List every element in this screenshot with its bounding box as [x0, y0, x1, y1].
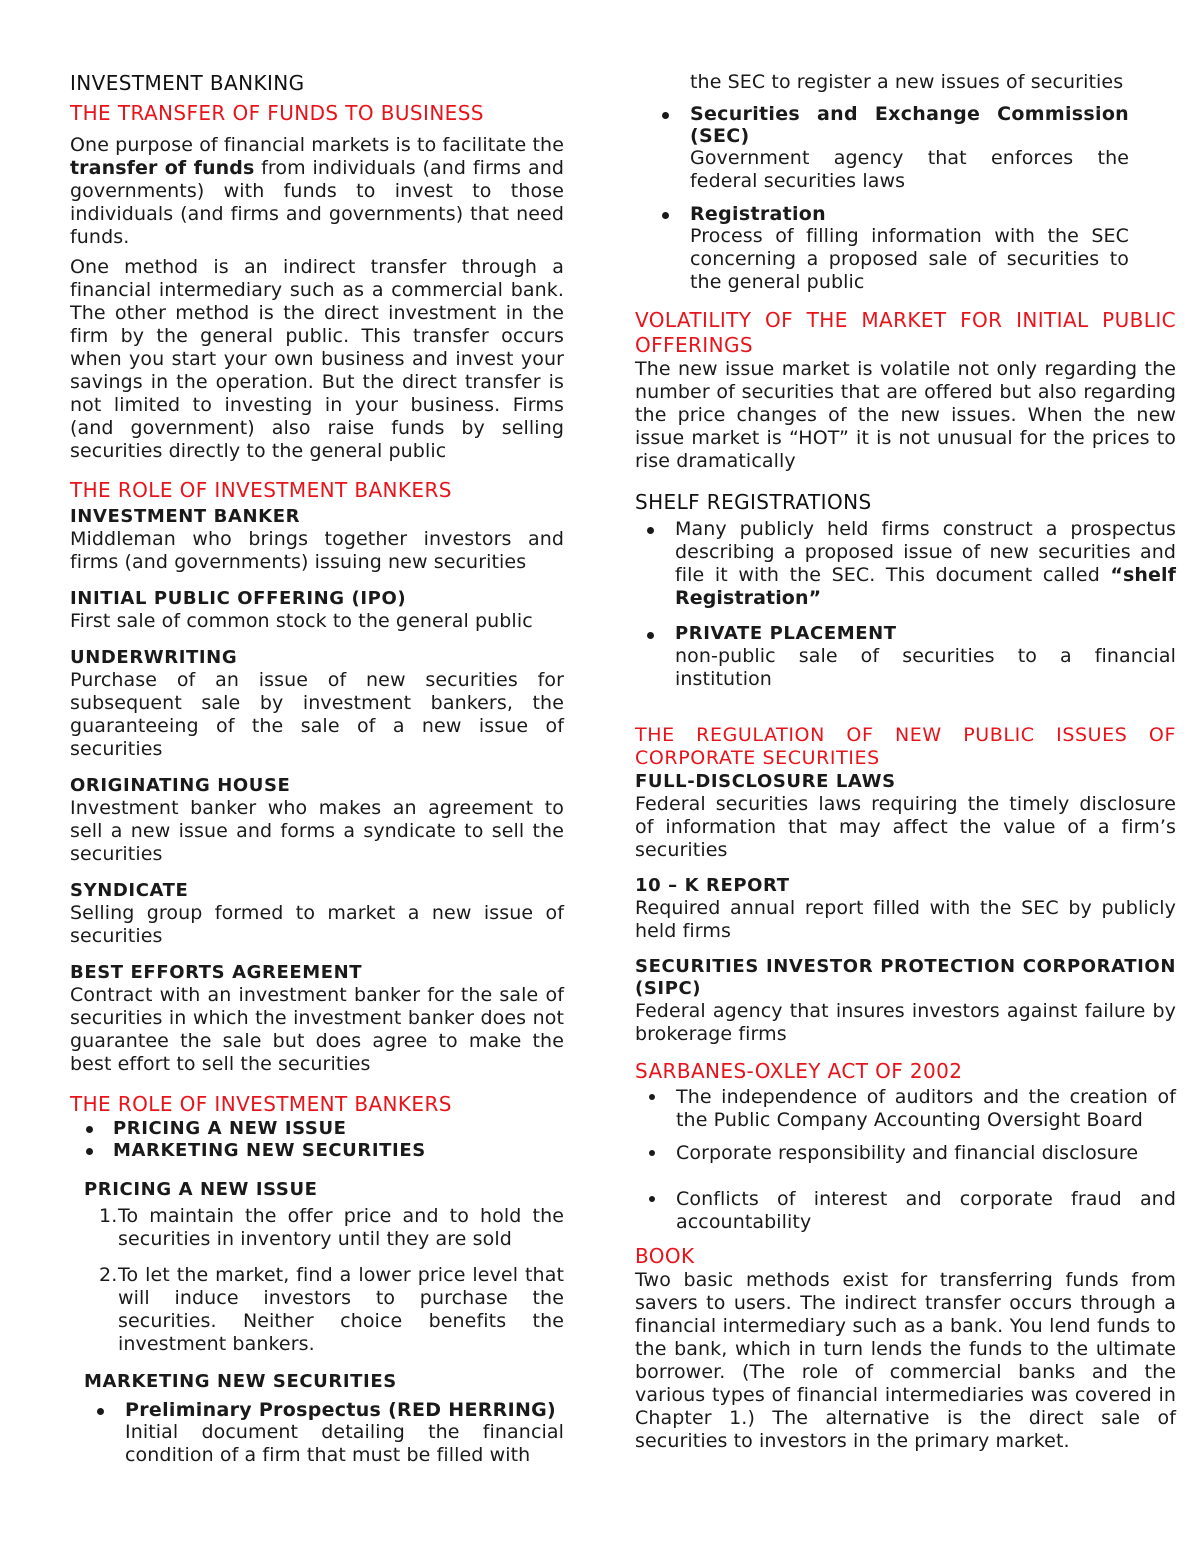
term-block: [635, 771, 1176, 862]
shelf-list: [635, 518, 1176, 691]
term-definition: Selling group formed to market a new issue of securities: [70, 902, 564, 947]
list-item: [70, 1264, 564, 1356]
term-block: [70, 588, 564, 633]
term-block: [70, 962, 564, 1076]
section-heading-book: BOOK: [635, 1244, 695, 1268]
section-heading-sox: SARBANES-OXLEY ACT OF 2002: [635, 1059, 963, 1083]
term-definition: Middleman who brings together investors and firms (and governments) issuing new securities: [70, 528, 564, 573]
list-number: 1 .: [99, 1205, 117, 1228]
list-item: [635, 203, 1129, 294]
term-title: FULL-DISCLOSURE LAWS: [635, 771, 896, 792]
section-heading-volatility: VOLATILITY OF THE MARKET FOR INITIAL PUBLIC OFFERINGS: [635, 308, 1176, 357]
term-definition: Contract with an investment banker for the sale of securities in which the investment banker does not guarantee the sale but does agree to make the best effort to sell the securities: [70, 984, 564, 1075]
book-paragraph: Two basic methods exist for transferring funds from savers to users. The indirect transfer occurs through a financial intermediary such as a bank. You lend funds to the bank, which in turn lends the funds to the ultimate borrower. (The role of commercial banks and the various types of financial intermediaries was covered in Chapter 1.) The alternative is the direct sale of securities to investors in the primary market.: [635, 1269, 1176, 1452]
term-definition: Initial document detailing the financial condition of a firm that must be filled with: [125, 1421, 564, 1466]
list-item: [635, 623, 1176, 691]
term-definition: Investment banker who makes an agreement to sell a new issue and forms a syndicate to sell the securities: [70, 797, 564, 865]
term-title: SYNDICATE: [70, 880, 189, 901]
term-title: PRIVATE PLACEMENT: [675, 623, 897, 644]
pricing-list: [70, 1205, 564, 1356]
term-title: INITIAL PUBLIC OFFERING (IPO): [70, 588, 407, 609]
term-block: [70, 775, 564, 866]
term-title: Preliminary Prospectus (RED HERRING): [125, 1399, 557, 1421]
transfer-paragraph-1: [70, 134, 564, 249]
term-definition: Federal securities laws requiring the timely disclosure of information that may affect the value of a firm’s securities: [635, 793, 1176, 861]
list-text: To maintain the offer price and to hold the securities in inventory until they are sold: [118, 1205, 564, 1250]
list-item: Corporate responsibility and financial disclosure: [635, 1142, 1176, 1165]
document-title: INVESTMENT BANKING: [70, 71, 305, 95]
paragraph-text: One purpose of financial markets is to facilitate the: [70, 134, 564, 156]
term-title: UNDERWRITING: [70, 647, 238, 668]
list-item: [70, 1205, 564, 1251]
list-item: [70, 1399, 564, 1467]
role-bullet-list: [70, 1118, 564, 1162]
term-definition: First sale of common stock to the general public: [70, 610, 533, 632]
list-item: Conflicts of interest and corporate fraud and accountability: [635, 1188, 1176, 1234]
list-item: PRICING A NEW ISSUE: [70, 1118, 564, 1140]
term-definition: Government agency that enforces the federal securities laws: [690, 147, 1129, 192]
list-item: MARKETING NEW SECURITIES: [70, 1140, 564, 1162]
pricing-heading: PRICING A NEW ISSUE: [84, 1179, 318, 1200]
term-definition: Purchase of an issue of new securities for subsequent sale by investment bankers, the guaranteeing of the sale of a new issue of securities: [70, 669, 564, 760]
marketing-list: [70, 1399, 564, 1467]
marketing-list-continued: [635, 71, 1129, 94]
marketing-heading: MARKETING NEW SECURITIES: [84, 1371, 397, 1392]
right-column: [635, 68, 1176, 1453]
section-heading-role-1: THE ROLE OF INVESTMENT BANKERS: [70, 478, 452, 502]
paragraph-text: from individuals (and firms and governments) with funds to invest to those individuals (and firms and governments) that need funds.: [70, 157, 564, 248]
term-title: INVESTMENT BANKER: [70, 506, 301, 527]
bold-term: “shelf Registration”: [675, 564, 1176, 609]
term-definition: Required annual report filled with the SEC by publicly held firms: [635, 897, 1176, 942]
term-title: Registration: [690, 203, 826, 225]
term-title: 10 – K REPORT: [635, 875, 790, 896]
section-heading-shelf: SHELF REGISTRATIONS: [635, 490, 872, 514]
left-column: [70, 68, 564, 1467]
section-heading-regulation: THE REGULATION OF NEW PUBLIC ISSUES OF CORPORATE SECURITIES: [635, 724, 1176, 769]
term-title: SECURITIES INVESTOR PROTECTION CORPORATION (SIPC): [635, 956, 1176, 999]
bold-term: transfer of funds: [70, 157, 255, 179]
term-title: Securities and Exchange Commission (SEC): [690, 103, 1129, 147]
term-block: [70, 647, 564, 761]
term-block: [635, 875, 1176, 943]
term-title: ORIGINATING HOUSE: [70, 775, 291, 796]
term-block: [70, 506, 564, 574]
term-block: [635, 956, 1176, 1046]
list-number: 2 .: [99, 1264, 117, 1287]
list-item: The independence of auditors and the creation of the Public Company Accounting Oversight Board: [635, 1086, 1176, 1132]
marketing-list-cont: [635, 103, 1129, 294]
term-definition: Process of filling information with the SEC concerning a proposed sale of securities to the general public: [690, 225, 1129, 293]
list-item: [635, 103, 1129, 193]
list-text: Many publicly held firms construct a prospectus describing a proposed issue of new securities and file it with the SEC. This document called: [675, 518, 1176, 586]
term-definition: non-public sale of securities to a financial institution: [675, 645, 1176, 690]
section-heading-transfer: THE TRANSFER OF FUNDS TO BUSINESS: [70, 101, 484, 125]
list-text: To let the market, find a lower price level that will induce investors to purchase the securities. Neither choice benefits the investment bankers.: [118, 1264, 564, 1355]
sox-list: [635, 1086, 1176, 1234]
term-title: BEST EFFORTS AGREEMENT: [70, 962, 363, 983]
section-heading-role-2: THE ROLE OF INVESTMENT BANKERS: [70, 1092, 452, 1116]
transfer-paragraph-2: One method is an indirect transfer through a financial intermediary such as a commercial bank. The other method is the direct investment in the firm by the general public. This transfer occurs when you start your own business and invest your savings in the operation. But the direct transfer is not limited to investing in your business. Firms (and government) also raise funds by selling securities directly to the general public: [70, 256, 564, 462]
list-item: [635, 518, 1176, 610]
term-definition: Federal agency that insures investors against failure by brokerage firms: [635, 1000, 1176, 1045]
term-definition: the SEC to register a new issues of securities: [690, 71, 1124, 93]
term-block: [70, 880, 564, 948]
volatility-paragraph: The new issue market is volatile not only regarding the number of securities that are offered but also regarding the price changes of the new issues. When the new issue market is “HOT” it is not unusual for the prices to rise dramatically: [635, 358, 1176, 472]
